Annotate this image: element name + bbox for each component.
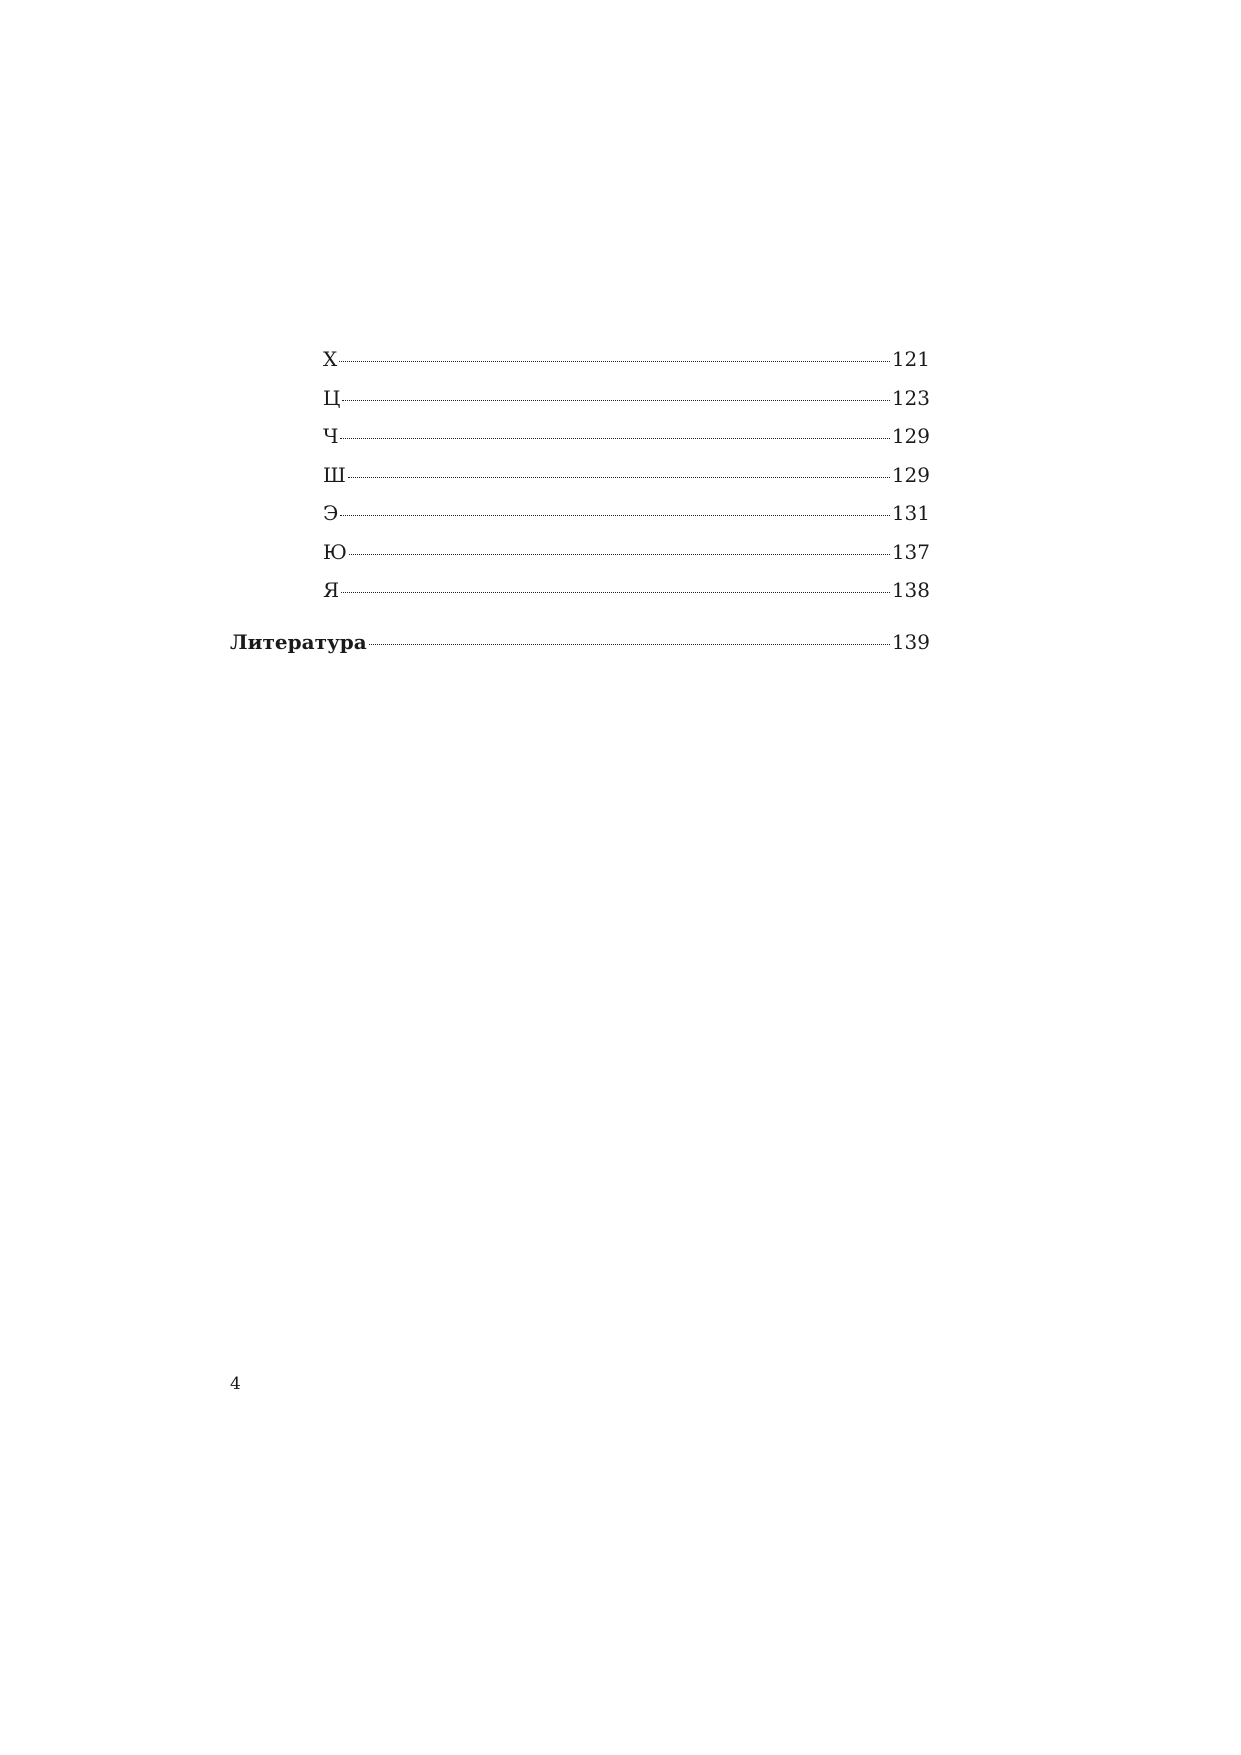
toc-entry-label: Ц — [323, 385, 341, 410]
toc-entry-page: 129 — [891, 462, 930, 487]
toc-entry-label: Х — [323, 347, 338, 371]
dot-leader — [348, 477, 890, 478]
toc-entry-label: Ю — [323, 539, 347, 564]
dot-leader — [339, 361, 890, 362]
dot-leader — [342, 400, 889, 401]
toc-entry-label: Ш — [323, 462, 346, 487]
toc-entry-page: 139 — [891, 629, 930, 654]
dot-leader — [341, 592, 890, 593]
table-of-contents — [230, 340, 930, 661]
dot-leader — [349, 554, 890, 555]
toc-entry-sha[interactable] — [230, 456, 930, 495]
toc-entry-kha[interactable] — [230, 340, 930, 379]
toc-entry-page: 121 — [891, 347, 930, 371]
dot-leader — [340, 438, 889, 439]
toc-entry-page: 137 — [891, 539, 930, 564]
toc-entry-che[interactable] — [230, 417, 930, 456]
toc-entry-label: Я — [323, 578, 340, 602]
toc-entry-literature[interactable] — [230, 623, 930, 662]
toc-entry-yu[interactable] — [230, 533, 930, 572]
toc-entry-tse[interactable] — [230, 379, 930, 418]
dot-leader — [340, 515, 890, 516]
page-number: 4 — [230, 1374, 241, 1394]
toc-entry-ya[interactable] — [230, 571, 930, 610]
toc-entry-page: 129 — [891, 424, 930, 448]
toc-entry-e[interactable] — [230, 494, 930, 533]
toc-entry-label: Литература — [230, 629, 367, 654]
dot-leader — [369, 644, 890, 645]
toc-entry-page: 123 — [891, 385, 930, 410]
toc-entry-page: 138 — [891, 578, 930, 602]
toc-entry-page: 131 — [891, 501, 930, 525]
toc-entry-label: Э — [323, 501, 339, 525]
toc-entry-label: Ч — [323, 424, 339, 448]
